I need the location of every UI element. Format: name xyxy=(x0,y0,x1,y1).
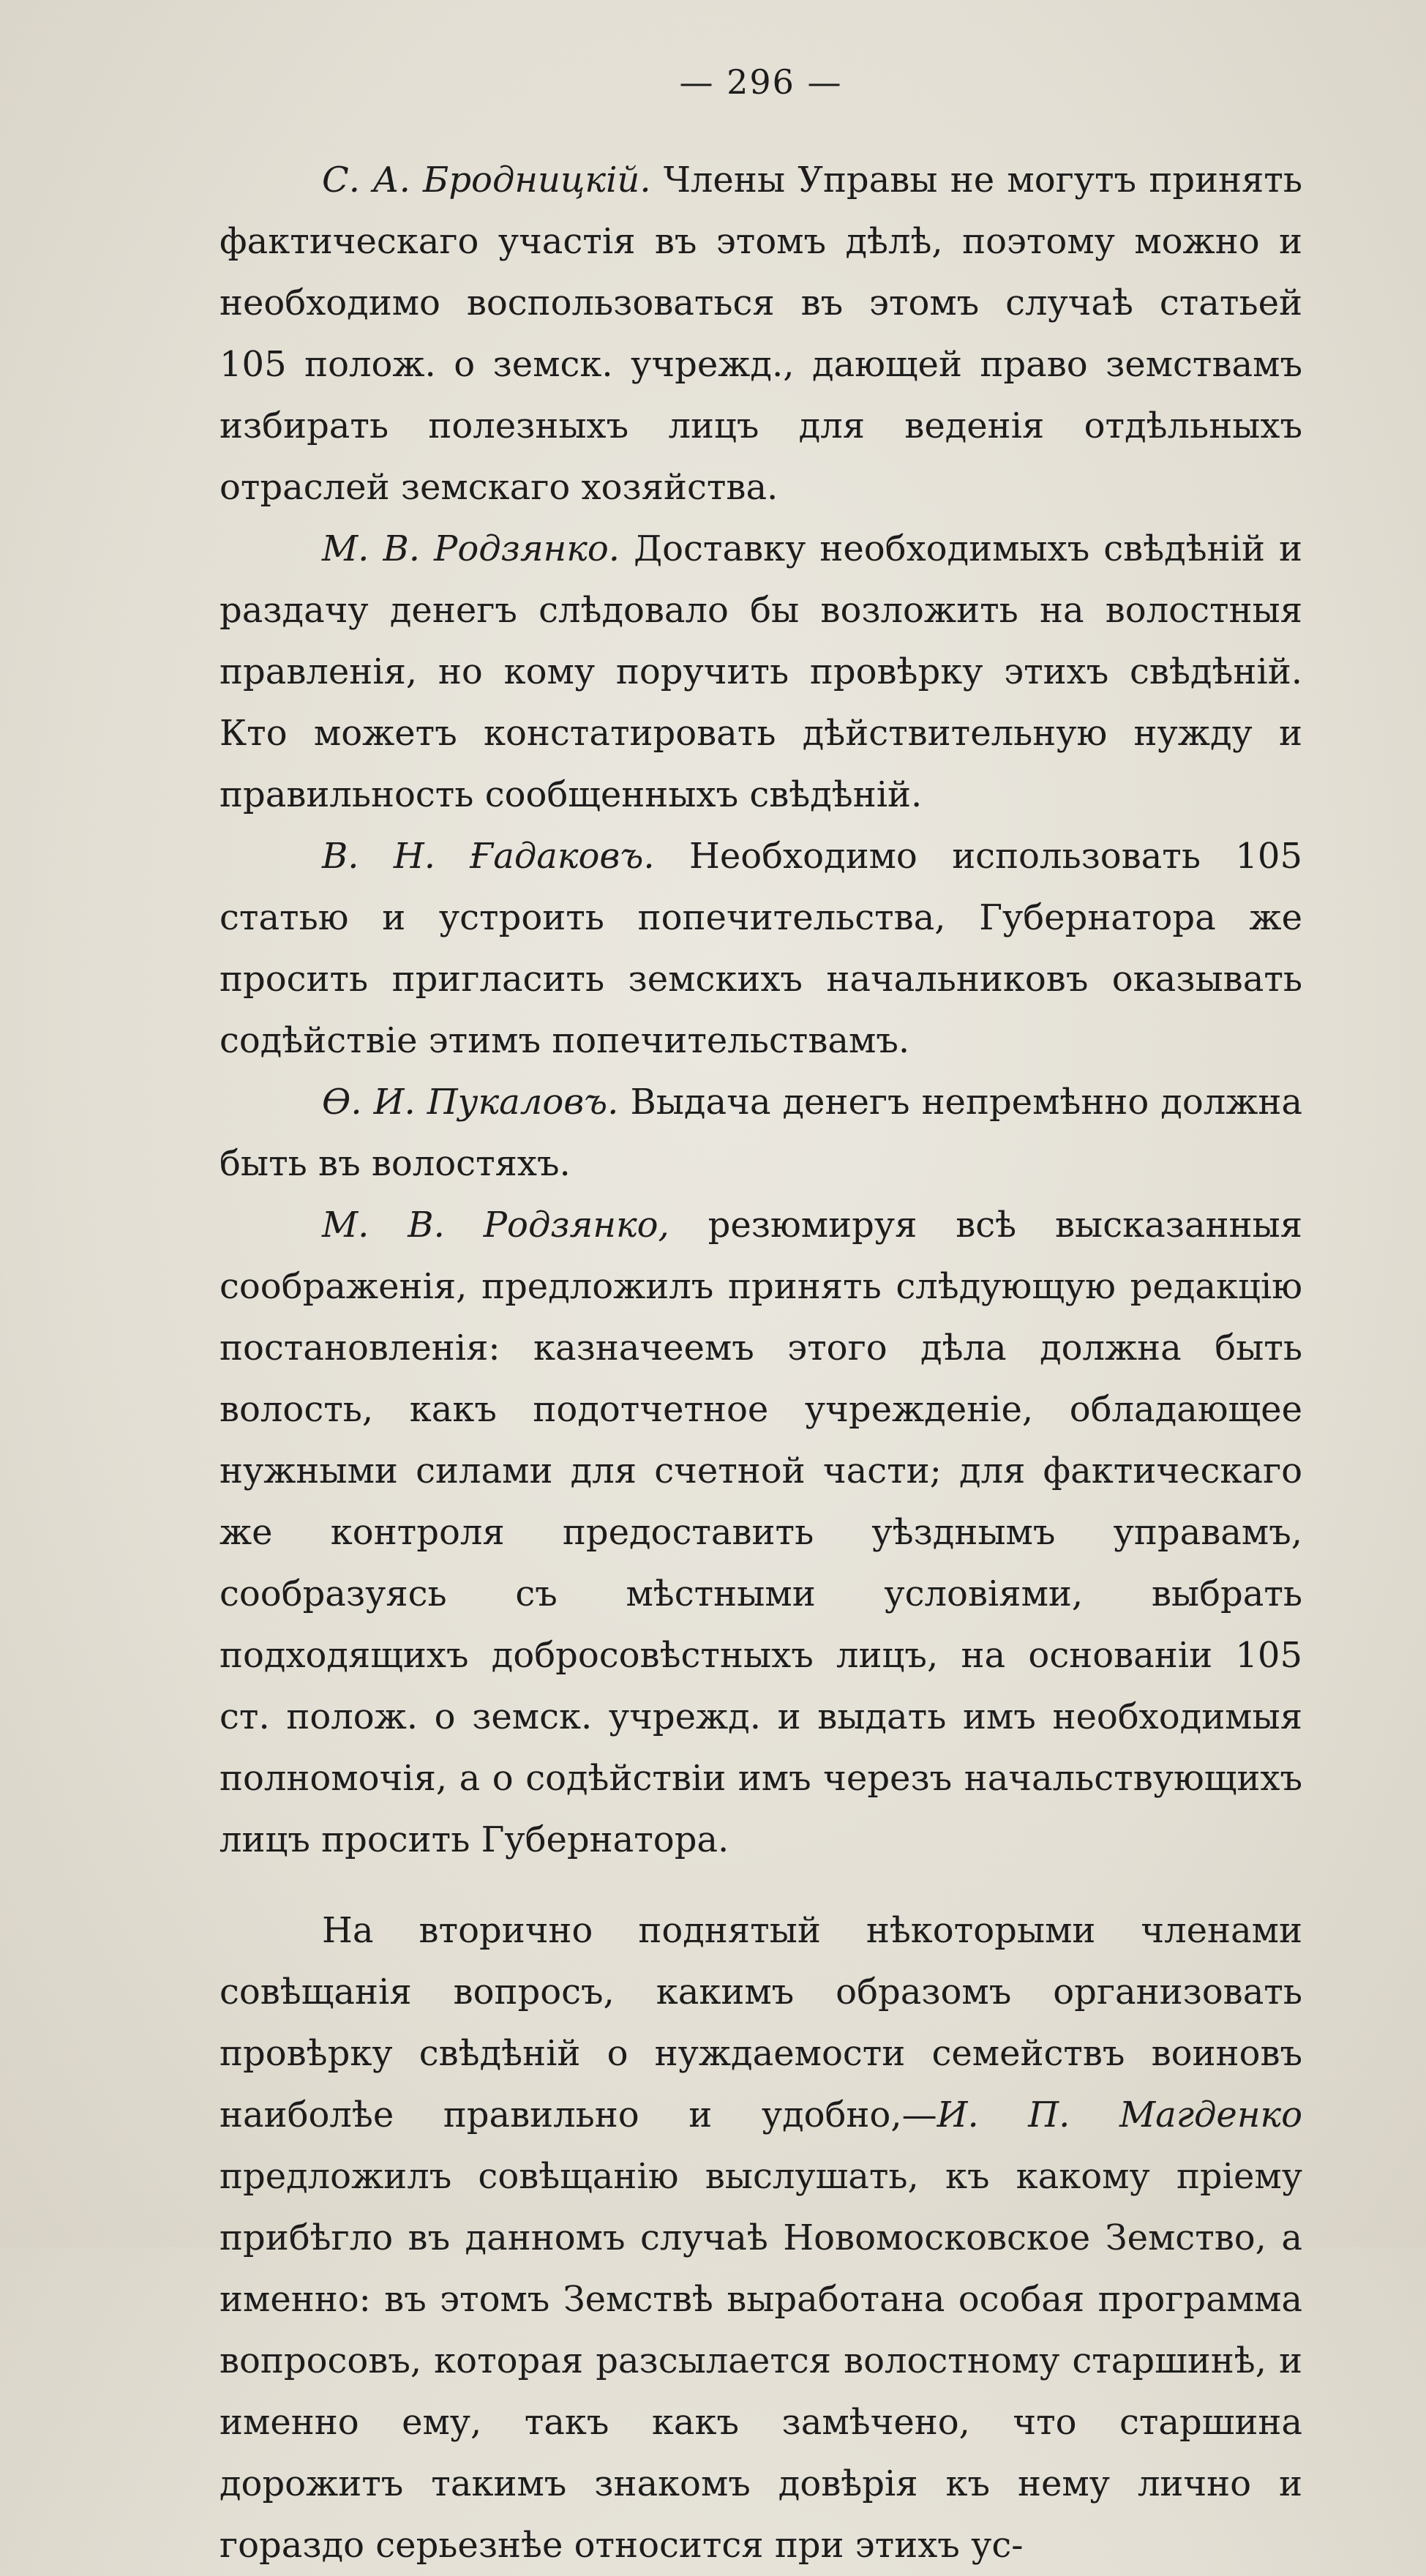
paragraph-text: резюмируя всѣ высказанныя соображенія, предложилъ принять слѣдующую редакцію постановленія: казначеемъ этого дѣла должна быть волость, какъ подотчетное учрежденіе, обладающее нужными силами для счетной части; для фактическаго же контроля предоставить уѣзднымъ управамъ, сообразуясь съ мѣстными условіями, выбрать подходящихъ добросовѣстныхъ лицъ, на основаніи 105 ст. полож. о земск. учрежд. и выдать имъ необходимыя полномочія, а о содѣйствіи имъ черезъ начальствующихъ лицъ просить Губернатора. xyxy=(219,1205,1303,1860)
speaker-name: Ѳ. И. Пукаловъ. xyxy=(322,1082,619,1123)
paragraph-radakov xyxy=(219,825,1302,1071)
speaker-name: В. Н. Ғадаковъ. xyxy=(322,836,655,877)
document-page xyxy=(219,59,1302,2576)
paragraph-text: Необходимо использовать 105 статью и устроить попечительства, Губернатора же просить пригласить земскихъ начальниковъ оказывать содѣйствіе этимъ попечительствамъ. xyxy=(219,836,1302,1061)
paragraph-text: Выдача денегъ непремѣнно должна быть въ волостяхъ. xyxy=(219,1082,1302,1184)
speaker-name: И. П. Магденко xyxy=(937,2094,1302,2135)
paragraph-rodzyanko-2 xyxy=(219,1194,1302,1871)
paragraph-text: Члены Управы не могутъ принять фактическаго участія въ этомъ дѣлѣ, поэтому можно и необходимо воспользоваться въ этомъ случаѣ статьей 105 полож. о земск. учрежд., дающей право земствамъ избирать полезныхъ лицъ для веденія отдѣльныхъ отраслей земскаго хозяйства. xyxy=(219,160,1302,508)
paragraph-magdenko xyxy=(219,1900,1302,2576)
paragraph-text: На вторично поднятый нѣкоторыми членами совѣщанія вопросъ, какимъ образомъ организовать провѣрку свѣдѣній о нуждаемости семействъ воиновъ наиболѣе правильно и удобно,— xyxy=(219,1910,1302,2135)
paragraph-pukalov xyxy=(219,1071,1302,1194)
paragraph-text: Доставку необходимыхъ свѣдѣній и раздачу денегъ слѣдовало бы возложить на волостныя правленія, но кому поручить провѣрку этихъ свѣдѣній. Кто можетъ констатировать дѣйствительную нужду и правильность сообщенныхъ свѣдѣній. xyxy=(219,528,1303,815)
paragraph-brodnitsky xyxy=(219,149,1302,518)
paragraph-rodzyanko-1 xyxy=(219,518,1302,825)
page-number: — 296 — xyxy=(679,62,843,102)
paragraph-text: предложилъ совѣщанію выслушать, къ какому пріему прибѣгло въ данномъ случаѣ Новомосковское Земство, а именно: въ этомъ Земствѣ выработана особая программа вопросовъ, которая разсылается волостному старшинѣ, и именно ему, такъ какъ замѣчено, что старшина дорожитъ такимъ знакомъ довѣрія къ нему лично и гораздо серьезнѣе относится при этихъ ус- xyxy=(219,2156,1302,2566)
speaker-name: С. А. Бродницкій. xyxy=(322,160,651,201)
speaker-name: М. В. Родзянко, xyxy=(322,1205,669,1246)
speaker-name: М. В. Родзянко. xyxy=(322,528,620,569)
